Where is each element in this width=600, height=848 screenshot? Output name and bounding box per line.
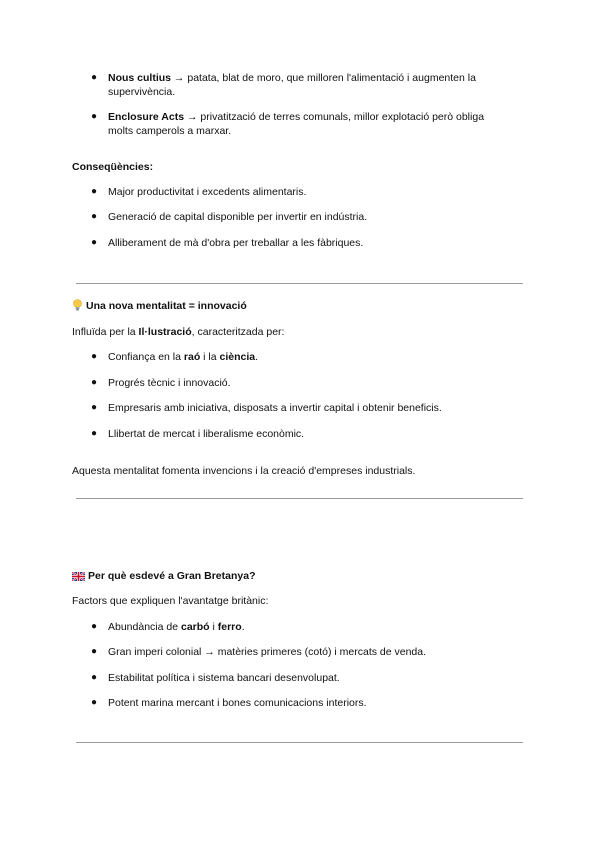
term-enclosure-acts: Enclosure Acts <box>108 111 185 123</box>
list-item <box>91 350 508 364</box>
mentalitat-heading <box>72 299 247 315</box>
list-item <box>91 645 508 659</box>
list-item <box>91 185 508 199</box>
consequencies-heading: Conseqüències: <box>72 161 154 173</box>
list-item <box>91 427 508 441</box>
item-text: Alliberament de mà d'obra per treballar a les fàbriques. <box>108 237 364 249</box>
bullet: ● <box>91 697 98 708</box>
item-text: Estabilitat política i sistema bancari desenvolupat. <box>108 672 340 684</box>
text: Confiança en la <box>108 351 184 363</box>
term-ciencia: ciència <box>219 351 256 363</box>
heading-text: Per què esdevé a Gran Bretanya? <box>88 570 256 582</box>
term-carbo: carbó <box>180 621 210 633</box>
list-item <box>91 376 508 390</box>
gran-bretanya-intro: Factors que expliquen l'avantatge britànic: <box>72 595 269 607</box>
divider <box>76 742 523 743</box>
uk-flag-icon <box>72 571 85 585</box>
term-nous-cultius: Nous cultius <box>108 72 172 84</box>
list-item <box>91 110 508 138</box>
term-rao: raó <box>183 351 201 363</box>
bullet: ● <box>91 237 98 248</box>
text: i <box>209 621 218 633</box>
bullet: ● <box>91 351 98 362</box>
text: . <box>255 351 259 363</box>
list-item <box>91 71 508 99</box>
mentalitat-closing: Aquesta mentalitat fomenta invencions i la creació d'empreses industrials. <box>72 465 416 477</box>
item-text: Gran imperi colonial → matèries primeres (cotó) i mercats de venda. <box>108 646 427 658</box>
item-text: Major productivitat i excedents alimentaris. <box>108 186 307 198</box>
bullet: ● <box>91 186 98 197</box>
text: . <box>241 621 245 633</box>
list-item <box>91 401 508 415</box>
text: i la <box>200 351 220 363</box>
bullet: ● <box>91 646 98 657</box>
item-text: Potent marina mercant i bones comunicacions interiors. <box>108 697 367 709</box>
list-item <box>91 671 508 685</box>
item-text: → patata, blat de moro, que milloren l'alimentació i augmenten la supervivència. <box>108 72 476 98</box>
item-text: Generació de capital disponible per invertir en indústria. <box>108 211 368 223</box>
bullet: ● <box>91 211 98 222</box>
lightbulb-icon <box>72 299 83 315</box>
divider <box>76 498 523 499</box>
heading-text: Una nova mentalitat = innovació <box>86 300 247 312</box>
divider <box>76 283 523 284</box>
item-text: Empresaris amb iniciativa, disposats a invertir capital i obtenir beneficis. <box>108 402 442 414</box>
list-item <box>91 620 508 634</box>
bullet: ● <box>91 377 98 388</box>
gran-bretanya-heading <box>72 569 256 585</box>
text: Influïda per la <box>72 326 139 338</box>
list-item <box>91 236 508 250</box>
term-illustracio: Il·lustració <box>138 326 192 338</box>
mentalitat-intro <box>72 325 532 339</box>
text: Abundància de <box>108 621 181 633</box>
bullet: ● <box>91 72 98 83</box>
bullet: ● <box>91 402 98 413</box>
item-text: Llibertat de mercat i liberalisme econòmic. <box>108 428 305 440</box>
list-item <box>91 210 508 224</box>
term-ferro: ferro <box>217 621 242 633</box>
bullet: ● <box>91 672 98 683</box>
item-text: Progrés tècnic i innovació. <box>108 377 231 389</box>
bullet: ● <box>91 621 98 632</box>
bullet: ● <box>91 428 98 439</box>
list-item <box>91 696 508 710</box>
text: , caracteritzada per: <box>191 326 285 338</box>
bullet: ● <box>91 111 98 122</box>
item-text: → privatització de terres comunals, millor explotació però obliga molts camperols a marxar. <box>108 111 485 137</box>
